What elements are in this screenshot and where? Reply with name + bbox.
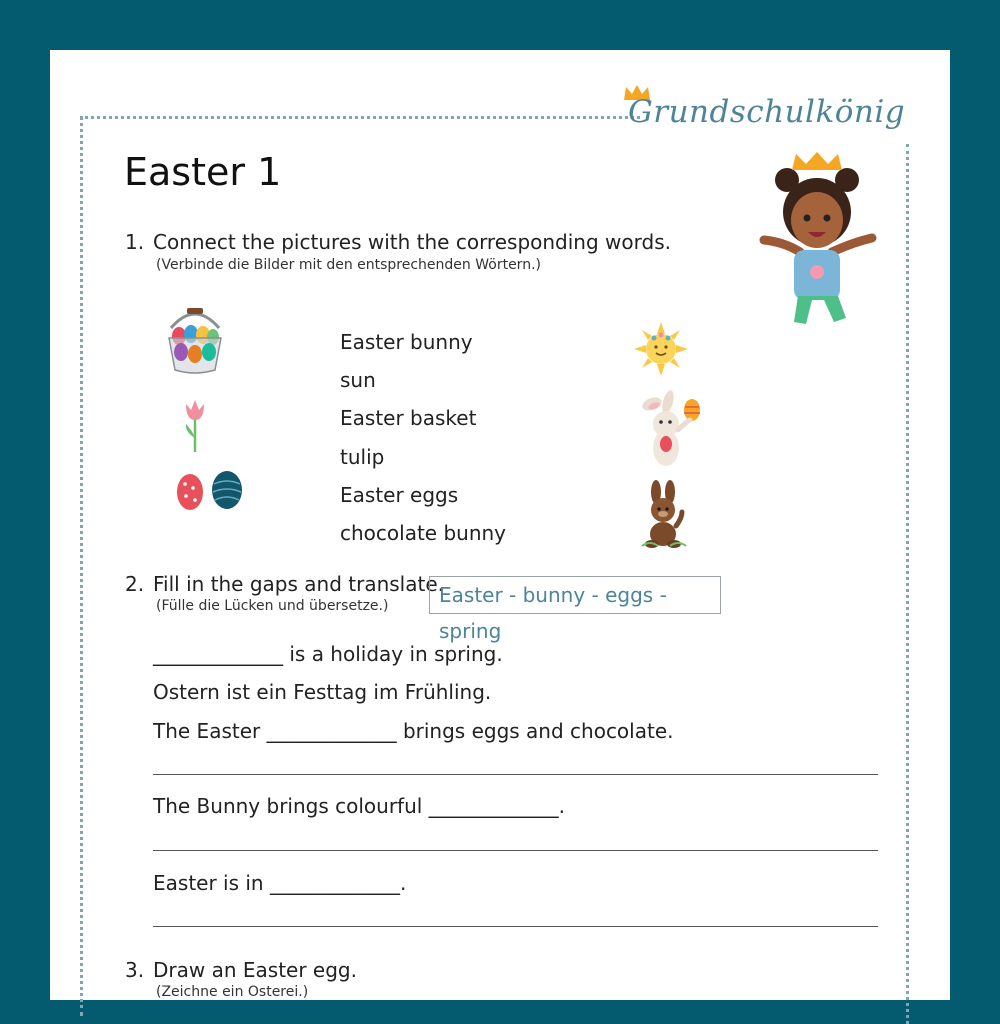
word-item: sun [340,368,376,392]
gap-sentence: Easter is in _____________. [153,871,407,895]
q2-text: Fill in the gaps and translate. [153,572,444,596]
q3-number: 3. [125,958,145,982]
q3-text: Draw an Easter egg. [153,958,357,982]
q2-subtext: (Fülle die Lücken und übersetze.) [156,598,389,614]
brand-logo: Grundschulkönig [628,94,906,130]
dotted-frame-top [80,116,640,119]
word-item: tulip [340,445,385,469]
page-title: Easter 1 [124,150,282,194]
gap-sentence: The Bunny brings colourful _____________. [153,794,566,818]
gap-sentence: _____________ is a holiday in spring. [153,642,503,666]
chocolate-bunny-icon [638,480,690,548]
dotted-frame-left [80,116,83,1016]
girl-character-icon [754,150,878,328]
white-bunny-icon [634,390,706,472]
writing-line [153,850,878,851]
gap-sentence: The Easter _____________ brings eggs and chocolate. [153,719,674,743]
worksheet [50,50,950,1000]
egg-basket-icon [165,306,225,374]
q2-number: 2. [125,572,145,596]
word-item: Easter eggs [340,483,459,507]
translation-example: Ostern ist ein Festtag im Frühling. [153,680,492,704]
q1-number: 1. [125,230,145,254]
easter-eggs-icon [174,470,246,512]
dotted-frame-right [906,144,909,1024]
q1-text: Connect the pictures with the corresponding words. [153,230,671,254]
writing-line [153,774,878,775]
word-item: chocolate bunny [340,521,507,545]
tulip-icon [180,398,210,454]
word-bank: Easter - bunny - eggs - spring [429,576,721,614]
q3-subtext: (Zeichne ein Osterei.) [156,984,309,1000]
sun-icon [634,322,688,376]
writing-line [153,926,878,927]
q1-subtext: (Verbinde die Bilder mit den entsprechenden Wörtern.) [156,257,541,273]
word-item: Easter bunny [340,330,473,354]
word-item: Easter basket [340,406,477,430]
